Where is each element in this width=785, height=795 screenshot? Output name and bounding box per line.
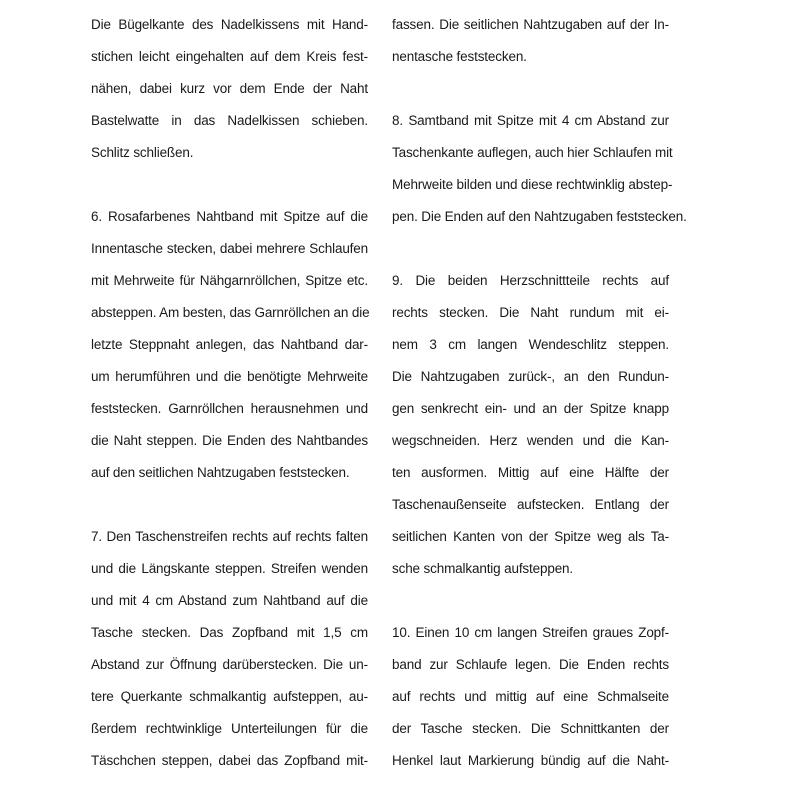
text-line: ßerdem rechtwinklige Unterteilungen für die bbox=[91, 721, 368, 736]
text-line: um herumführen und die benötigte Mehrweite bbox=[91, 369, 368, 384]
step-10-line: 10. Einen 10 cm langen Streifen graues Zopf- bbox=[392, 625, 669, 640]
text-line: die Naht steppen. Die Enden des Nahtbandes bbox=[91, 433, 368, 448]
step-8-line: 8. Samtband mit Spitze mit 4 cm Abstand zur bbox=[392, 113, 669, 128]
text-line: absteppen. Am besten, das Garnröllchen an die bbox=[91, 305, 370, 320]
text-line: und mit 4 cm Abstand zum Nahtband auf die bbox=[91, 593, 368, 608]
text-line: wegschneiden. Herz wenden und die Kan- bbox=[392, 433, 669, 448]
text-line: Mehrweite bilden und diese rechtwinklig abstep- bbox=[392, 177, 673, 192]
text-line: Henkel laut Markierung bündig auf die Naht- bbox=[392, 753, 669, 768]
text-line: Bastelwatte in das Nadelkissen schieben. bbox=[91, 113, 368, 128]
text-line: letzte Steppnaht anlegen, das Nahtband dar- bbox=[91, 337, 368, 352]
text-line: Abstand zur Öffnung darüberstecken. Die un- bbox=[91, 657, 368, 672]
text-line: Taschenkante auflegen, auch hier Schlaufen mit bbox=[392, 145, 673, 160]
text-line: rechts stecken. Die Naht rundum mit ei- bbox=[392, 305, 669, 320]
text-line: feststecken. Garnröllchen herausnehmen und bbox=[91, 401, 368, 416]
text-line: Taschenaußenseite aufstecken. Entlang der bbox=[392, 497, 669, 512]
step-7-line: 7. Den Taschenstreifen rechts auf rechts falten bbox=[91, 529, 368, 544]
text-line: und die Längskante steppen. Streifen wenden bbox=[91, 561, 368, 576]
step-6-line: 6. Rosafarbenes Nahtband mit Spitze auf die bbox=[91, 209, 368, 224]
text-line: tere Querkante schmalkantig aufsteppen, au- bbox=[91, 689, 368, 704]
text-line: seitlichen Kanten von der Spitze weg als Ta- bbox=[392, 529, 669, 544]
text-line: auf rechts und mittig auf eine Schmalseite bbox=[392, 689, 669, 704]
text-line: der Tasche stecken. Die Schnittkanten der bbox=[392, 721, 669, 736]
text-line: gen senkrecht ein- und an der Spitze knapp bbox=[392, 401, 669, 416]
text-line: Tasche stecken. Das Zopfband mit 1,5 cm bbox=[91, 625, 368, 640]
text-line: mit Mehrweite für Nähgarnröllchen, Spitze etc. bbox=[91, 273, 368, 288]
step-9-line: 9. Die beiden Herzschnittteile rechts auf bbox=[392, 273, 669, 288]
text-line: band zur Schlaufe legen. Die Enden rechts bbox=[392, 657, 669, 672]
text-line: stichen leicht eingehalten auf dem Kreis fest- bbox=[91, 49, 368, 64]
text-line: nem 3 cm langen Wendeschlitz steppen. bbox=[392, 337, 669, 352]
text-line: auf den seitlichen Nahtzugaben feststecken. bbox=[91, 465, 350, 480]
text-line: Täschchen steppen, dabei das Zopfband mit- bbox=[91, 753, 368, 768]
text-line: Die Nahtzugaben zurück-, an den Rundun- bbox=[392, 369, 669, 384]
text-line: fassen. Die seitlichen Nahtzugaben auf der In- bbox=[392, 17, 669, 32]
text-line: nentasche feststecken. bbox=[392, 49, 527, 64]
text-line: pen. Die Enden auf den Nahtzugaben feststecken. bbox=[392, 209, 687, 224]
text-line: sche schmalkantig aufsteppen. bbox=[392, 561, 574, 576]
text-line: nähen, dabei kurz vor dem Ende der Naht bbox=[91, 81, 368, 96]
text-line: Schlitz schließen. bbox=[91, 145, 194, 160]
text-line: Die Bügelkante des Nadelkissens mit Hand- bbox=[91, 17, 368, 32]
text-line: Innentasche stecken, dabei mehrere Schlaufen bbox=[91, 241, 368, 256]
text-line: ten ausformen. Mittig auf eine Hälfte der bbox=[392, 465, 669, 480]
